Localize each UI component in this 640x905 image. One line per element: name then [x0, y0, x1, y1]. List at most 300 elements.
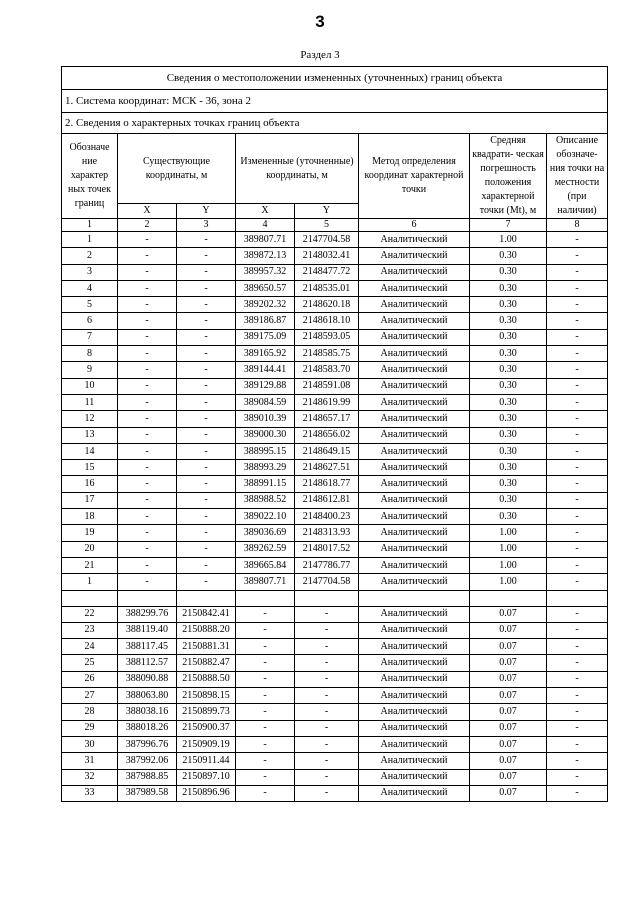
- cell-existing-x: -: [118, 427, 177, 443]
- cell-accuracy: 0.07: [470, 753, 547, 769]
- cell-point-number: 23: [62, 622, 118, 638]
- cell-point-number: 10: [62, 378, 118, 394]
- cell-existing-y: -: [177, 427, 236, 443]
- cell-changed-y: 2148400.23: [295, 509, 359, 525]
- table-row: [62, 346, 608, 362]
- cell-changed-y: 2148585.75: [295, 346, 359, 362]
- cell-accuracy: 0.30: [470, 411, 547, 427]
- cell-changed-y: 2148649.15: [295, 443, 359, 459]
- header-method: Метод определения координат характерной точки: [359, 134, 470, 219]
- cell-description: -: [547, 280, 608, 296]
- cell-accuracy: 1.00: [470, 525, 547, 541]
- separator-row: [62, 590, 608, 606]
- cell-point-number: 26: [62, 671, 118, 687]
- cell-accuracy: 0.30: [470, 394, 547, 410]
- cell-existing-x: -: [118, 411, 177, 427]
- cell-changed-y: 2147786.77: [295, 557, 359, 573]
- cell-changed-y: 2148619.99: [295, 394, 359, 410]
- table-row: [62, 671, 608, 687]
- cell-existing-x: -: [118, 492, 177, 508]
- cell-description: -: [547, 411, 608, 427]
- cell-description: -: [547, 492, 608, 508]
- cell-existing-y: -: [177, 280, 236, 296]
- cell-description: -: [547, 606, 608, 622]
- cell-existing-y: 2150900.37: [177, 720, 236, 736]
- cell-method: Аналитический: [359, 736, 470, 752]
- cell-existing-x: -: [118, 362, 177, 378]
- cell-changed-x: 389872.13: [236, 248, 295, 264]
- table-row: [62, 753, 608, 769]
- cell-existing-y: 2150882.47: [177, 655, 236, 671]
- cell-point-number: 14: [62, 443, 118, 459]
- cell-point-number: 2: [62, 248, 118, 264]
- cell-accuracy: 0.07: [470, 720, 547, 736]
- cell-description: -: [547, 557, 608, 573]
- cell-description: -: [547, 655, 608, 671]
- cell-accuracy: 1.00: [470, 232, 547, 248]
- cell-changed-x: 389000.30: [236, 427, 295, 443]
- cell-changed-y: -: [295, 753, 359, 769]
- header-changed-coords: Измененные (уточненные) координаты, м: [236, 134, 359, 204]
- cell-existing-x: 388063.80: [118, 688, 177, 704]
- cell-existing-y: -: [177, 394, 236, 410]
- table-row: [62, 313, 608, 329]
- cell-changed-x: -: [236, 769, 295, 785]
- table-title: Сведения о местоположении измененных (уточненных) границ объекта: [62, 67, 608, 90]
- boundary-points-table: [61, 66, 608, 802]
- cell-accuracy: 0.30: [470, 280, 547, 296]
- cell-existing-x: -: [118, 394, 177, 410]
- cell-method: Аналитический: [359, 606, 470, 622]
- cell-changed-x: -: [236, 671, 295, 687]
- cell-changed-x: 389022.10: [236, 509, 295, 525]
- cell-point-number: 25: [62, 655, 118, 671]
- cell-existing-y: -: [177, 541, 236, 557]
- table-row: [62, 720, 608, 736]
- cell-description: -: [547, 427, 608, 443]
- table-row: [62, 704, 608, 720]
- cell-point-number: 11: [62, 394, 118, 410]
- cell-accuracy: 0.07: [470, 655, 547, 671]
- cell-description: -: [547, 525, 608, 541]
- cell-existing-y: 2150888.20: [177, 622, 236, 638]
- cell-existing-y: -: [177, 297, 236, 313]
- cell-point-number: 1: [62, 574, 118, 590]
- cell-changed-x: 389807.71: [236, 232, 295, 248]
- cell-point-number: 19: [62, 525, 118, 541]
- cell-existing-x: -: [118, 297, 177, 313]
- cell-point-number: 20: [62, 541, 118, 557]
- cell-changed-y: 2148313.93: [295, 525, 359, 541]
- cell-changed-x: 388993.29: [236, 460, 295, 476]
- cell-changed-y: 2148032.41: [295, 248, 359, 264]
- cell-changed-y: 2148477.72: [295, 264, 359, 280]
- cell-changed-y: 2148656.02: [295, 427, 359, 443]
- cell-method: Аналитический: [359, 671, 470, 687]
- cell-accuracy: 0.30: [470, 346, 547, 362]
- cell-method: Аналитический: [359, 346, 470, 362]
- cell-description: -: [547, 443, 608, 459]
- cell-accuracy: 0.30: [470, 313, 547, 329]
- cell-changed-y: 2148017.52: [295, 541, 359, 557]
- column-number: 1: [62, 219, 118, 232]
- cell-changed-y: -: [295, 785, 359, 801]
- cell-changed-y: 2147704.58: [295, 232, 359, 248]
- cell-changed-x: 389129.88: [236, 378, 295, 394]
- column-number: 3: [177, 219, 236, 232]
- cell-existing-y: -: [177, 460, 236, 476]
- cell-changed-y: 2148657.17: [295, 411, 359, 427]
- cell-existing-y: -: [177, 525, 236, 541]
- cell-method: Аналитический: [359, 443, 470, 459]
- cell-existing-y: 2150888.50: [177, 671, 236, 687]
- cell-method: Аналитический: [359, 411, 470, 427]
- cell-existing-y: -: [177, 329, 236, 345]
- cell-changed-x: 389010.39: [236, 411, 295, 427]
- cell-existing-y: -: [177, 346, 236, 362]
- cell-changed-x: -: [236, 688, 295, 704]
- cell-existing-x: -: [118, 557, 177, 573]
- cell-changed-x: 389807.71: [236, 574, 295, 590]
- table-row: [62, 248, 608, 264]
- cell-description: -: [547, 509, 608, 525]
- cell-changed-y: -: [295, 671, 359, 687]
- cell-accuracy: 1.00: [470, 557, 547, 573]
- cell-changed-y: -: [295, 622, 359, 638]
- cell-point-number: 6: [62, 313, 118, 329]
- cell-method: Аналитический: [359, 704, 470, 720]
- cell-existing-y: -: [177, 248, 236, 264]
- cell-method: Аналитический: [359, 280, 470, 296]
- cell-existing-y: -: [177, 313, 236, 329]
- cell-existing-x: -: [118, 346, 177, 362]
- cell-existing-x: -: [118, 378, 177, 394]
- cell-changed-y: 2148593.05: [295, 329, 359, 345]
- cell-description: -: [547, 297, 608, 313]
- empty-cell: [62, 590, 118, 606]
- cell-existing-y: 2150842.41: [177, 606, 236, 622]
- cell-changed-y: -: [295, 688, 359, 704]
- cell-existing-x: -: [118, 232, 177, 248]
- cell-accuracy: 1.00: [470, 574, 547, 590]
- cell-existing-x: -: [118, 525, 177, 541]
- cell-method: Аналитический: [359, 248, 470, 264]
- empty-cell: [295, 590, 359, 606]
- cell-accuracy: 0.30: [470, 443, 547, 459]
- cell-existing-x: 388090.88: [118, 671, 177, 687]
- cell-accuracy: 0.07: [470, 606, 547, 622]
- cell-changed-x: -: [236, 655, 295, 671]
- cell-method: Аналитический: [359, 492, 470, 508]
- cell-method: Аналитический: [359, 525, 470, 541]
- cell-method: Аналитический: [359, 785, 470, 801]
- cell-description: -: [547, 720, 608, 736]
- points-heading-row: [62, 113, 608, 134]
- cell-description: -: [547, 313, 608, 329]
- cell-changed-y: -: [295, 769, 359, 785]
- cell-existing-x: -: [118, 541, 177, 557]
- cell-accuracy: 0.30: [470, 264, 547, 280]
- cell-point-number: 21: [62, 557, 118, 573]
- table-row: [62, 329, 608, 345]
- cell-existing-x: 387989.58: [118, 785, 177, 801]
- column-number: 5: [295, 219, 359, 232]
- table-row: [62, 688, 608, 704]
- cell-changed-y: 2147704.58: [295, 574, 359, 590]
- table-row: [62, 394, 608, 410]
- table-row: [62, 280, 608, 296]
- cell-description: -: [547, 476, 608, 492]
- empty-cell: [177, 590, 236, 606]
- cell-changed-y: 2148620.18: [295, 297, 359, 313]
- table-row: [62, 476, 608, 492]
- cell-changed-x: -: [236, 606, 295, 622]
- column-number: 7: [470, 219, 547, 232]
- cell-existing-x: -: [118, 248, 177, 264]
- cell-existing-y: -: [177, 232, 236, 248]
- cell-changed-y: 2148535.01: [295, 280, 359, 296]
- cell-changed-x: 389202.32: [236, 297, 295, 313]
- cell-accuracy: 0.30: [470, 509, 547, 525]
- cell-accuracy: 0.07: [470, 704, 547, 720]
- table-row: [62, 362, 608, 378]
- cell-method: Аналитический: [359, 427, 470, 443]
- cell-accuracy: 0.30: [470, 362, 547, 378]
- cell-changed-y: -: [295, 606, 359, 622]
- cell-changed-x: -: [236, 639, 295, 655]
- cell-changed-y: -: [295, 655, 359, 671]
- cell-accuracy: 1.00: [470, 541, 547, 557]
- cell-point-number: 33: [62, 785, 118, 801]
- cell-changed-x: 389650.57: [236, 280, 295, 296]
- cell-existing-y: -: [177, 492, 236, 508]
- table-row: [62, 785, 608, 801]
- cell-existing-x: 388119.40: [118, 622, 177, 638]
- cell-point-number: 30: [62, 736, 118, 752]
- table-row: [62, 655, 608, 671]
- header-designation: Обозначе ние характер ных точек границ: [62, 134, 118, 219]
- cell-existing-y: -: [177, 411, 236, 427]
- cell-existing-x: 388117.45: [118, 639, 177, 655]
- cell-changed-x: -: [236, 622, 295, 638]
- cell-existing-y: -: [177, 557, 236, 573]
- cell-existing-y: -: [177, 362, 236, 378]
- cell-description: -: [547, 329, 608, 345]
- cell-existing-y: 2150897.10: [177, 769, 236, 785]
- cell-existing-x: -: [118, 574, 177, 590]
- cell-existing-x: 388112.57: [118, 655, 177, 671]
- cell-description: -: [547, 541, 608, 557]
- cell-description: -: [547, 362, 608, 378]
- cell-existing-y: 2150911.44: [177, 753, 236, 769]
- cell-accuracy: 0.30: [470, 248, 547, 264]
- cell-existing-y: 2150881.31: [177, 639, 236, 655]
- cell-existing-y: 2150909.19: [177, 736, 236, 752]
- cell-point-number: 29: [62, 720, 118, 736]
- table-row: [62, 264, 608, 280]
- table-row: [62, 541, 608, 557]
- cell-existing-y: -: [177, 476, 236, 492]
- column-number: 8: [547, 219, 608, 232]
- cell-point-number: 4: [62, 280, 118, 296]
- cell-existing-x: -: [118, 313, 177, 329]
- cell-accuracy: 0.30: [470, 297, 547, 313]
- table-row: [62, 297, 608, 313]
- coordinate-system-row: [62, 90, 608, 113]
- cell-point-number: 31: [62, 753, 118, 769]
- cell-method: Аналитический: [359, 557, 470, 573]
- column-number: 6: [359, 219, 470, 232]
- cell-point-number: 27: [62, 688, 118, 704]
- cell-method: Аналитический: [359, 394, 470, 410]
- cell-existing-y: 2150899.73: [177, 704, 236, 720]
- cell-existing-x: -: [118, 443, 177, 459]
- cell-method: Аналитический: [359, 753, 470, 769]
- cell-accuracy: 0.07: [470, 671, 547, 687]
- coordinate-system: 1. Система координат: МСК - 36, зона 2: [62, 90, 608, 113]
- cell-point-number: 8: [62, 346, 118, 362]
- cell-method: Аналитический: [359, 541, 470, 557]
- cell-changed-y: 2148591.08: [295, 378, 359, 394]
- cell-accuracy: 0.30: [470, 329, 547, 345]
- table-row: [62, 232, 608, 248]
- cell-accuracy: 0.30: [470, 378, 547, 394]
- table-row: [62, 525, 608, 541]
- cell-method: Аналитический: [359, 476, 470, 492]
- cell-changed-y: 2148627.51: [295, 460, 359, 476]
- cell-changed-y: 2148612.81: [295, 492, 359, 508]
- cell-point-number: 22: [62, 606, 118, 622]
- cell-description: -: [547, 785, 608, 801]
- cell-description: -: [547, 394, 608, 410]
- cell-changed-x: 389665.84: [236, 557, 295, 573]
- cell-description: -: [547, 232, 608, 248]
- cell-existing-x: 387992.06: [118, 753, 177, 769]
- cell-method: Аналитический: [359, 574, 470, 590]
- cell-point-number: 18: [62, 509, 118, 525]
- cell-point-number: 15: [62, 460, 118, 476]
- cell-existing-y: -: [177, 443, 236, 459]
- cell-existing-y: -: [177, 509, 236, 525]
- cell-point-number: 17: [62, 492, 118, 508]
- cell-changed-x: 389036.69: [236, 525, 295, 541]
- cell-changed-y: 2148618.10: [295, 313, 359, 329]
- cell-accuracy: 0.30: [470, 476, 547, 492]
- empty-cell: [118, 590, 177, 606]
- cell-existing-x: -: [118, 509, 177, 525]
- cell-accuracy: 0.30: [470, 460, 547, 476]
- table-row: [62, 557, 608, 573]
- cell-accuracy: 0.30: [470, 492, 547, 508]
- cell-accuracy: 0.07: [470, 688, 547, 704]
- cell-method: Аналитический: [359, 362, 470, 378]
- cell-accuracy: 0.07: [470, 639, 547, 655]
- table-row: [62, 460, 608, 476]
- table-row: [62, 736, 608, 752]
- cell-accuracy: 0.30: [470, 427, 547, 443]
- cell-method: Аналитический: [359, 509, 470, 525]
- empty-cell: [359, 590, 470, 606]
- cell-point-number: 16: [62, 476, 118, 492]
- table-row: [62, 427, 608, 443]
- cell-point-number: 5: [62, 297, 118, 313]
- cell-existing-x: -: [118, 280, 177, 296]
- cell-changed-y: -: [295, 736, 359, 752]
- table-row: [62, 606, 608, 622]
- cell-existing-y: -: [177, 378, 236, 394]
- cell-description: -: [547, 688, 608, 704]
- cell-method: Аналитический: [359, 655, 470, 671]
- column-number: 2: [118, 219, 177, 232]
- cell-description: -: [547, 671, 608, 687]
- header-accuracy: Средняя квадрати- ческая погрешность положения характерной точки (Mt), м: [470, 134, 547, 219]
- cell-existing-x: -: [118, 476, 177, 492]
- table-row: [62, 509, 608, 525]
- cell-existing-x: -: [118, 264, 177, 280]
- header-existing-coords: Существующие координаты, м: [118, 134, 236, 204]
- column-number: 4: [236, 219, 295, 232]
- cell-description: -: [547, 769, 608, 785]
- table-row: [62, 639, 608, 655]
- cell-existing-y: 2150896.96: [177, 785, 236, 801]
- cell-method: Аналитический: [359, 232, 470, 248]
- cell-changed-x: 388988.52: [236, 492, 295, 508]
- cell-changed-x: 389084.59: [236, 394, 295, 410]
- cell-existing-x: -: [118, 329, 177, 345]
- cell-existing-x: 388299.76: [118, 606, 177, 622]
- cell-description: -: [547, 378, 608, 394]
- cell-changed-x: 389957.32: [236, 264, 295, 280]
- cell-description: -: [547, 264, 608, 280]
- cell-changed-y: -: [295, 639, 359, 655]
- cell-changed-x: -: [236, 753, 295, 769]
- cell-accuracy: 0.07: [470, 769, 547, 785]
- cell-method: Аналитический: [359, 688, 470, 704]
- cell-changed-x: -: [236, 704, 295, 720]
- empty-cell: [547, 590, 608, 606]
- header-existing-x: X: [118, 204, 177, 219]
- cell-accuracy: 0.07: [470, 785, 547, 801]
- column-number-row: [62, 219, 608, 232]
- cell-description: -: [547, 346, 608, 362]
- cell-existing-x: -: [118, 460, 177, 476]
- cell-description: -: [547, 574, 608, 590]
- empty-cell: [470, 590, 547, 606]
- cell-point-number: 12: [62, 411, 118, 427]
- cell-changed-x: 389165.92: [236, 346, 295, 362]
- cell-method: Аналитический: [359, 460, 470, 476]
- table-row: [62, 622, 608, 638]
- cell-point-number: 3: [62, 264, 118, 280]
- cell-description: -: [547, 736, 608, 752]
- cell-existing-y: -: [177, 264, 236, 280]
- header-changed-x: X: [236, 204, 295, 219]
- cell-description: -: [547, 704, 608, 720]
- cell-description: -: [547, 639, 608, 655]
- table-row: [62, 492, 608, 508]
- points-heading: 2. Сведения о характерных точках границ объекта: [62, 113, 608, 134]
- empty-cell: [236, 590, 295, 606]
- cell-point-number: 9: [62, 362, 118, 378]
- cell-changed-x: -: [236, 736, 295, 752]
- cell-changed-x: 389175.09: [236, 329, 295, 345]
- table-title-row: [62, 67, 608, 90]
- table-row: [62, 769, 608, 785]
- column-header-row: [62, 134, 608, 204]
- cell-point-number: 7: [62, 329, 118, 345]
- header-description: Описание обозначе- ния точки на местности (при наличии): [547, 134, 608, 219]
- cell-point-number: 28: [62, 704, 118, 720]
